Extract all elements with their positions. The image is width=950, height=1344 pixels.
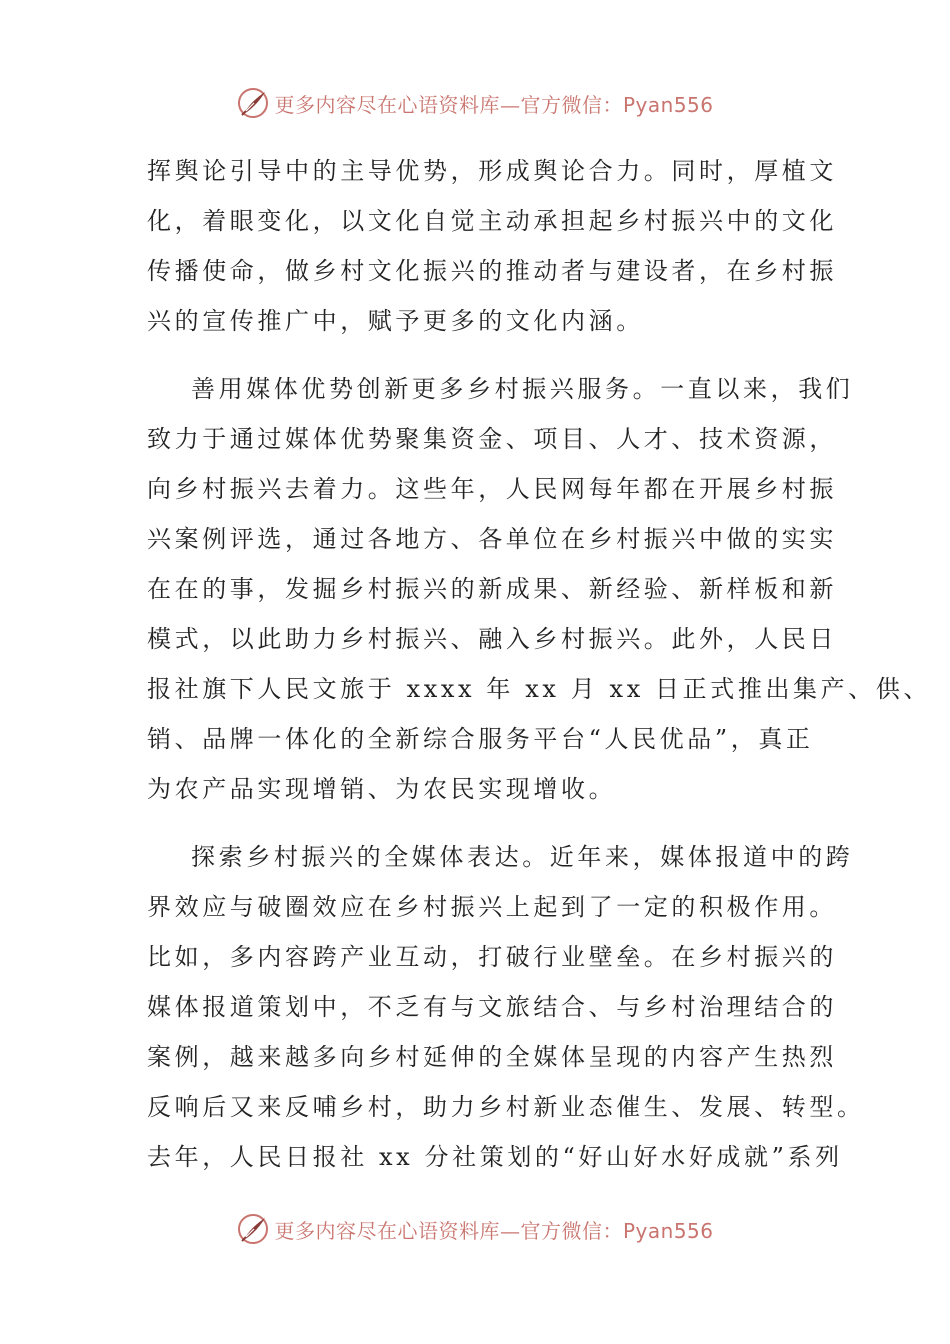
quill-logo-icon xyxy=(236,86,270,120)
paragraph-2 xyxy=(147,364,932,814)
text-line: 挥舆论引导中的主导优势，形成舆论合力。同时，厚植文 xyxy=(147,157,837,185)
header-banner-account: Pyan556 xyxy=(622,92,714,117)
text-line: 探索乡村振兴的全媒体表达。近年来，媒体报道中的跨 xyxy=(191,843,854,871)
text-line: 向乡村振兴去着力。这些年，人民网每年都在开展乡村振 xyxy=(147,475,837,503)
text-line: 兴案例评选，通过各地方、各单位在乡村振兴中做的实实 xyxy=(147,525,837,553)
text-line: 传播使命，做乡村文化振兴的推动者与建设者，在乡村振 xyxy=(147,257,837,285)
text-line: 在在的事，发掘乡村振兴的新成果、新经验、新样板和新 xyxy=(147,575,837,603)
text-line: 去年，人民日报社 xx 分社策划的“好山好水好成就”系列 xyxy=(147,1143,843,1171)
footer-banner-label: 更多内容尽在心语资料库—官方微信： xyxy=(274,1218,623,1243)
paragraph-1 xyxy=(147,146,837,346)
footer-banner-account: Pyan556 xyxy=(622,1218,714,1243)
text-line: 比如，多内容跨产业互动，打破行业壁垒。在乡村振兴的 xyxy=(147,943,837,971)
paragraph-gap xyxy=(147,346,807,364)
text-line: 媒体报道策划中，不乏有与文旅结合、与乡村治理结合的 xyxy=(147,993,837,1021)
text-line: 模式，以此助力乡村振兴、融入乡村振兴。此外，人民日 xyxy=(147,625,837,653)
text-line: 化，着眼变化，以文化自觉主动承担起乡村振兴中的文化 xyxy=(147,207,837,235)
header-banner-text xyxy=(274,89,713,118)
document-body xyxy=(147,146,932,1182)
text-line: 报社旗下人民文旅于 xxxx 年 xx 月 xx 日正式推出集产、供、 xyxy=(147,675,932,703)
text-line: 案例，越来越多向乡村延伸的全媒体呈现的内容产生热烈 xyxy=(147,1043,837,1071)
text-line: 善用媒体优势创新更多乡村振兴服务。一直以来，我们 xyxy=(191,375,854,403)
footer-banner xyxy=(0,1209,950,1249)
footer-banner-text xyxy=(274,1215,713,1244)
paragraph-3 xyxy=(147,832,865,1182)
header-banner-label: 更多内容尽在心语资料库—官方微信： xyxy=(274,92,623,117)
paragraph-gap xyxy=(147,814,807,832)
text-line: 为农产品实现增销、为农民实现增收。 xyxy=(147,775,617,803)
text-line: 反响后又来反哺乡村，助力乡村新业态催生、发展、转型。 xyxy=(147,1093,865,1121)
text-line: 兴的宣传推广中，赋予更多的文化内涵。 xyxy=(147,307,644,335)
header-banner xyxy=(0,83,950,123)
text-line: 销、品牌一体化的全新综合服务平台“人民优品”，真正 xyxy=(147,725,814,753)
text-line: 致力于通过媒体优势聚集资金、项目、人才、技术资源， xyxy=(147,425,837,453)
quill-logo-icon xyxy=(236,1212,270,1246)
text-line: 界效应与破圈效应在乡村振兴上起到了一定的积极作用。 xyxy=(147,893,837,921)
